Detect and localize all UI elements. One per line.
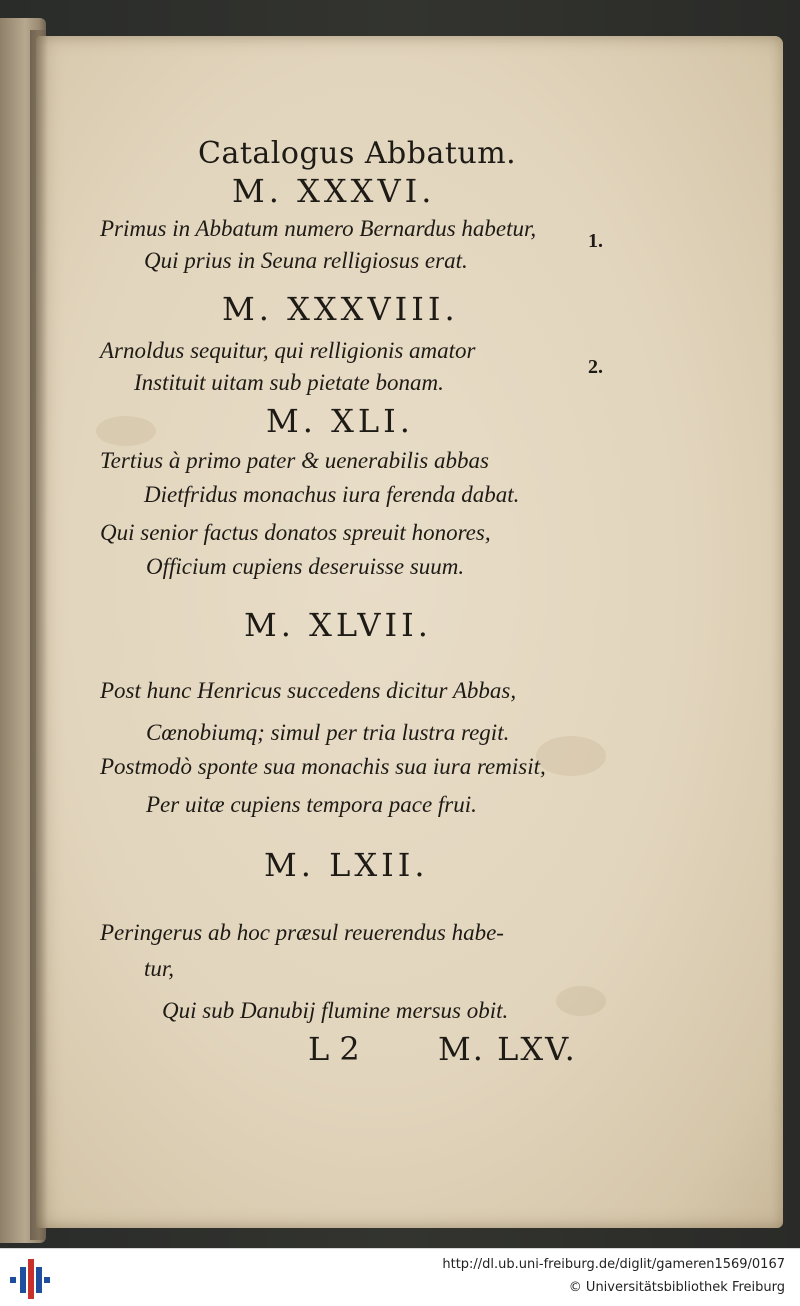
year-heading: M. XXXVIII. (222, 290, 459, 328)
verse-line: Instituit uitam sub pietate bonam. (134, 370, 444, 395)
verse-line: Dietfridus monachus iura ferenda dabat. (144, 482, 520, 507)
signature-mark: L 2 (308, 1030, 360, 1068)
verse-line: Officium cupiens deseruisse suum. (146, 554, 465, 579)
verse-line: Tertius à primo pater & uenerabilis abbas (100, 448, 489, 473)
year-heading: M. LXII. (264, 846, 429, 884)
year-heading: M. XLVII. (244, 606, 432, 644)
year-heading: M. XXXVI. (232, 172, 436, 210)
page-text (36, 36, 783, 1228)
book-page (36, 36, 783, 1228)
verse-line: Qui sub Danubij flumine mersus obit. (162, 998, 509, 1023)
verse-line: Qui senior factus donatos spreuit honores, (100, 520, 491, 545)
verse-line: Arnoldus sequitur, qui relligionis amator (100, 338, 476, 363)
verse-line: Primus in Abbatum numero Bernardus habetur, (100, 216, 537, 241)
verse-line: Post hunc Henricus succedens dicitur Abbas, (100, 678, 517, 703)
viewer-footer (0, 1248, 800, 1306)
page-title: Catalogus Abbatum. (198, 136, 517, 171)
ub-freiburg-logo-icon[interactable] (10, 1259, 50, 1299)
catchword: M. LXV. (438, 1030, 577, 1068)
verse-line: tur, (144, 956, 175, 981)
margin-number: 1. (588, 230, 603, 252)
year-heading: M. XLI. (266, 402, 414, 440)
permalink-url[interactable]: http://dl.ub.uni-freiburg.de/diglit/gameren1569/0167 (442, 1257, 785, 1272)
margin-number: 2. (588, 356, 603, 378)
copyright-notice: © Universitätsbibliothek Freiburg (568, 1280, 785, 1295)
verse-line: Peringerus ab hoc præsul reuerendus habe- (100, 920, 504, 945)
verse-line: Qui prius in Seuna relligiosus erat. (144, 248, 468, 273)
verse-line: Per uitæ cupiens tempora pace frui. (146, 792, 477, 817)
verse-line: Cœnobiumq; simul per tria lustra regit. (146, 720, 510, 745)
verse-line: Postmodò sponte sua monachis sua iura remisit, (100, 754, 546, 779)
